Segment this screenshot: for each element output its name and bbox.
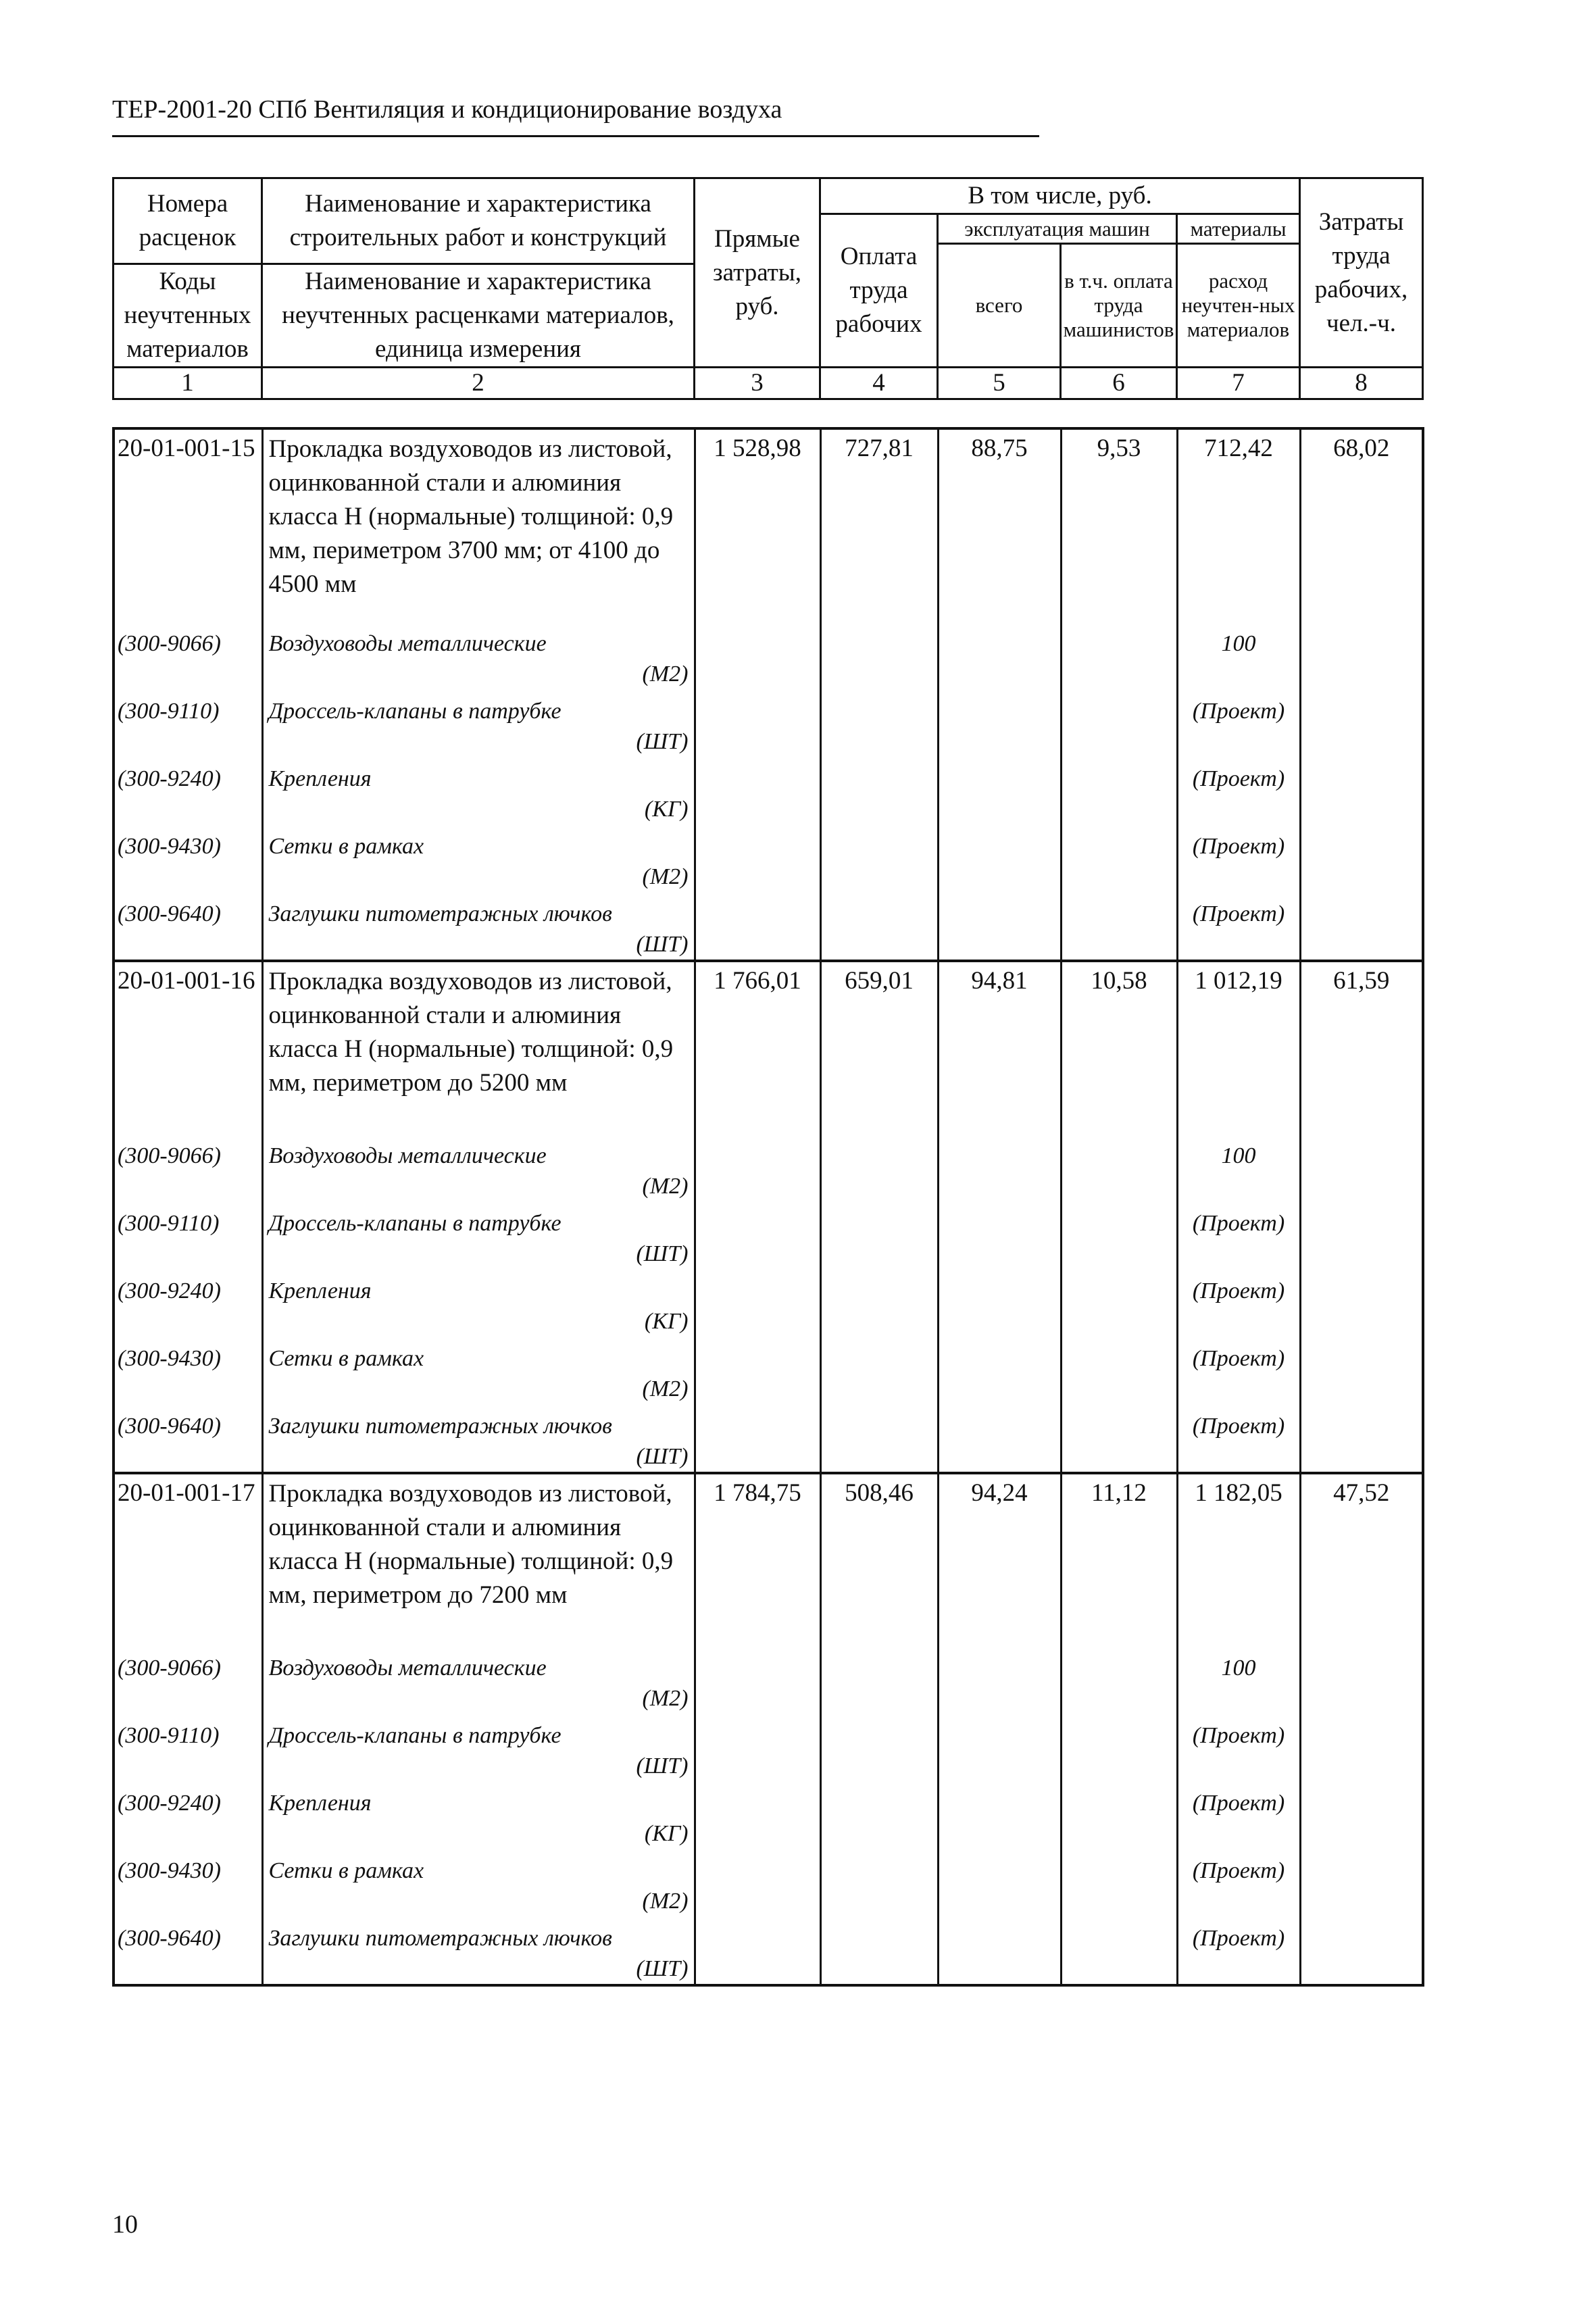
page-number: 10 bbox=[112, 2210, 138, 2239]
rate-row bbox=[114, 1473, 1423, 1646]
material-consumption: (Проект) bbox=[1177, 1201, 1300, 1269]
direct-costs-value: 1 766,01 bbox=[695, 961, 820, 1134]
material-row bbox=[114, 824, 1423, 892]
header-col-number: 4 bbox=[820, 368, 938, 399]
header-including-group: В том числе, руб. bbox=[820, 178, 1300, 214]
material-name: Воздуховоды металлические bbox=[268, 1656, 547, 1681]
material-consumption: (Проект) bbox=[1177, 1916, 1300, 1985]
material-consumption: (Проект) bbox=[1177, 892, 1300, 961]
material-consumption: 100 bbox=[1177, 1134, 1300, 1201]
material-name: Сетки в рамках bbox=[268, 834, 424, 859]
title-underline bbox=[112, 135, 1039, 137]
header-material-codes: Коды неучтенных материалов bbox=[114, 264, 262, 368]
material-row bbox=[114, 1849, 1423, 1916]
material-consumption: (Проект) bbox=[1177, 1404, 1300, 1473]
header-machines-total: всего bbox=[938, 244, 1061, 368]
material-name: Воздуховоды металлические bbox=[268, 631, 547, 656]
material-code: (300-9430) bbox=[114, 1337, 262, 1404]
rate-code: 20-01-001-16 bbox=[114, 961, 262, 1134]
material-consumption: 100 bbox=[1177, 622, 1300, 689]
header-col-number: 8 bbox=[1300, 368, 1423, 399]
header-col-number: 3 bbox=[695, 368, 820, 399]
header-col-number: 1 bbox=[114, 368, 262, 399]
material-code: (300-9240) bbox=[114, 1269, 262, 1337]
worker-pay-value: 727,81 bbox=[820, 428, 938, 622]
direct-costs-value: 1 784,75 bbox=[695, 1473, 820, 1646]
material-code: (300-9640) bbox=[114, 892, 262, 961]
material-code: (300-9640) bbox=[114, 1916, 262, 1985]
material-row bbox=[114, 1134, 1423, 1201]
material-unit: (КГ) bbox=[644, 797, 689, 822]
rate-name: Прокладка воздуховодов из листовой, оцинкованной стали и алюминия класса Н (нормальные) толщиной: 0,9 мм, периметром до 5200 мм bbox=[262, 961, 695, 1134]
material-row bbox=[114, 1916, 1423, 1985]
document-title: ТЕР-2001-20 СПб Вентиляция и кондиционирование воздуха bbox=[112, 95, 782, 124]
rate-name: Прокладка воздуховодов из листовой, оцинкованной стали и алюминия класса Н (нормальные) толщиной: 0,9 мм, периметром 3700 мм; от 4100 до 4500 мм bbox=[262, 428, 695, 622]
rate-code: 20-01-001-17 bbox=[114, 1473, 262, 1646]
worker-pay-value: 659,01 bbox=[820, 961, 938, 1134]
machines-total-value: 94,24 bbox=[938, 1473, 1061, 1646]
material-consumption: (Проект) bbox=[1177, 824, 1300, 892]
material-consumption: (Проект) bbox=[1177, 1337, 1300, 1404]
header-operator-pay: в т.ч. оплата труда машинистов bbox=[1061, 244, 1177, 368]
operator-pay-value: 11,12 bbox=[1061, 1473, 1177, 1646]
material-name: Крепления bbox=[268, 1278, 372, 1303]
material-row bbox=[114, 1646, 1423, 1714]
material-name: Заглушки питометражных лючков bbox=[268, 1926, 612, 1951]
material-consumption: 100 bbox=[1177, 1646, 1300, 1714]
materials-value: 1 012,19 bbox=[1177, 961, 1300, 1134]
rates-table bbox=[112, 427, 1424, 1987]
material-row bbox=[114, 892, 1423, 961]
material-unit: (М2) bbox=[642, 1376, 689, 1401]
material-row bbox=[114, 757, 1423, 824]
material-code: (300-9640) bbox=[114, 1404, 262, 1473]
header-col-number: 5 bbox=[938, 368, 1061, 399]
material-row bbox=[114, 1714, 1423, 1781]
material-name: Дроссель-клапаны в патрубке bbox=[268, 699, 562, 724]
material-code: (300-9110) bbox=[114, 1201, 262, 1269]
material-name: Сетки в рамках bbox=[268, 1858, 424, 1883]
header-col-number: 2 bbox=[262, 368, 695, 399]
labor-hours-value: 61,59 bbox=[1300, 961, 1423, 1134]
header-material-names: Наименование и характеристика неучтенных расценками материалов, единица измерения bbox=[262, 264, 695, 368]
material-row bbox=[114, 1781, 1423, 1849]
machines-total-value: 94,81 bbox=[938, 961, 1061, 1134]
material-unit: (ШТ) bbox=[636, 932, 689, 957]
material-unit: (ШТ) bbox=[636, 1241, 689, 1266]
material-row bbox=[114, 1269, 1423, 1337]
labor-hours-value: 68,02 bbox=[1300, 428, 1423, 622]
rate-row bbox=[114, 428, 1423, 622]
material-unit: (М2) bbox=[642, 1686, 689, 1711]
material-consumption: (Проект) bbox=[1177, 757, 1300, 824]
materials-value: 712,42 bbox=[1177, 428, 1300, 622]
materials-value: 1 182,05 bbox=[1177, 1473, 1300, 1646]
material-unit: (ШТ) bbox=[636, 729, 689, 754]
material-name: Крепления bbox=[268, 1791, 372, 1816]
material-name: Заглушки питометражных лючков bbox=[268, 1414, 612, 1439]
material-row bbox=[114, 622, 1423, 689]
header-work-name: Наименование и характеристика строительных работ и конструкций bbox=[262, 178, 695, 264]
material-name: Дроссель-клапаны в патрубке bbox=[268, 1723, 562, 1748]
material-consumption: (Проект) bbox=[1177, 1714, 1300, 1781]
material-code: (300-9430) bbox=[114, 1849, 262, 1916]
material-code: (300-9066) bbox=[114, 1646, 262, 1714]
material-code: (300-9240) bbox=[114, 1781, 262, 1849]
material-row bbox=[114, 1201, 1423, 1269]
machines-total-value: 88,75 bbox=[938, 428, 1061, 622]
header-direct-costs: Прямые затраты, руб. bbox=[695, 178, 820, 368]
material-unit: (ШТ) bbox=[636, 1956, 689, 1981]
material-consumption: (Проект) bbox=[1177, 1269, 1300, 1337]
material-unit: (М2) bbox=[642, 1889, 689, 1914]
material-consumption: (Проект) bbox=[1177, 1781, 1300, 1849]
header-rate-number: Номера расценок bbox=[114, 178, 262, 264]
labor-hours-value: 47,52 bbox=[1300, 1473, 1423, 1646]
header-table bbox=[112, 177, 1424, 400]
material-code: (300-9110) bbox=[114, 1714, 262, 1781]
rate-row bbox=[114, 961, 1423, 1134]
header-labor-hours: Затраты труда рабочих, чел.-ч. bbox=[1300, 178, 1423, 368]
material-unit: (КГ) bbox=[644, 1309, 689, 1334]
material-consumption: (Проект) bbox=[1177, 1849, 1300, 1916]
header-col-number: 6 bbox=[1061, 368, 1177, 399]
material-row bbox=[114, 1337, 1423, 1404]
header-materials-group: материалы bbox=[1177, 214, 1300, 244]
direct-costs-value: 1 528,98 bbox=[695, 428, 820, 622]
material-code: (300-9430) bbox=[114, 824, 262, 892]
material-name: Крепления bbox=[268, 766, 372, 791]
material-code: (300-9066) bbox=[114, 622, 262, 689]
worker-pay-value: 508,46 bbox=[820, 1473, 938, 1646]
material-code: (300-9066) bbox=[114, 1134, 262, 1201]
material-row bbox=[114, 689, 1423, 757]
header-unaccounted-materials: расход неучтен-ных материалов bbox=[1177, 244, 1300, 368]
material-code: (300-9110) bbox=[114, 689, 262, 757]
header-machine-operation: эксплуатация машин bbox=[938, 214, 1177, 244]
operator-pay-value: 9,53 bbox=[1061, 428, 1177, 622]
rate-code: 20-01-001-15 bbox=[114, 428, 262, 622]
material-unit: (М2) bbox=[642, 662, 689, 687]
material-code: (300-9240) bbox=[114, 757, 262, 824]
material-consumption: (Проект) bbox=[1177, 689, 1300, 757]
header-col-number: 7 bbox=[1177, 368, 1300, 399]
material-unit: (М2) bbox=[642, 864, 689, 889]
material-unit: (ШТ) bbox=[636, 1753, 689, 1778]
header-worker-pay: Оплата труда рабочих bbox=[820, 214, 938, 368]
material-name: Воздуховоды металлические bbox=[268, 1143, 547, 1168]
material-unit: (КГ) bbox=[644, 1821, 689, 1846]
material-name: Заглушки питометражных лючков bbox=[268, 901, 612, 926]
material-unit: (ШТ) bbox=[636, 1444, 689, 1469]
material-row bbox=[114, 1404, 1423, 1473]
rate-name: Прокладка воздуховодов из листовой, оцинкованной стали и алюминия класса Н (нормальные) толщиной: 0,9 мм, периметром до 7200 мм bbox=[262, 1473, 695, 1646]
material-unit: (М2) bbox=[642, 1174, 689, 1199]
material-name: Дроссель-клапаны в патрубке bbox=[268, 1211, 562, 1236]
operator-pay-value: 10,58 bbox=[1061, 961, 1177, 1134]
material-name: Сетки в рамках bbox=[268, 1346, 424, 1371]
